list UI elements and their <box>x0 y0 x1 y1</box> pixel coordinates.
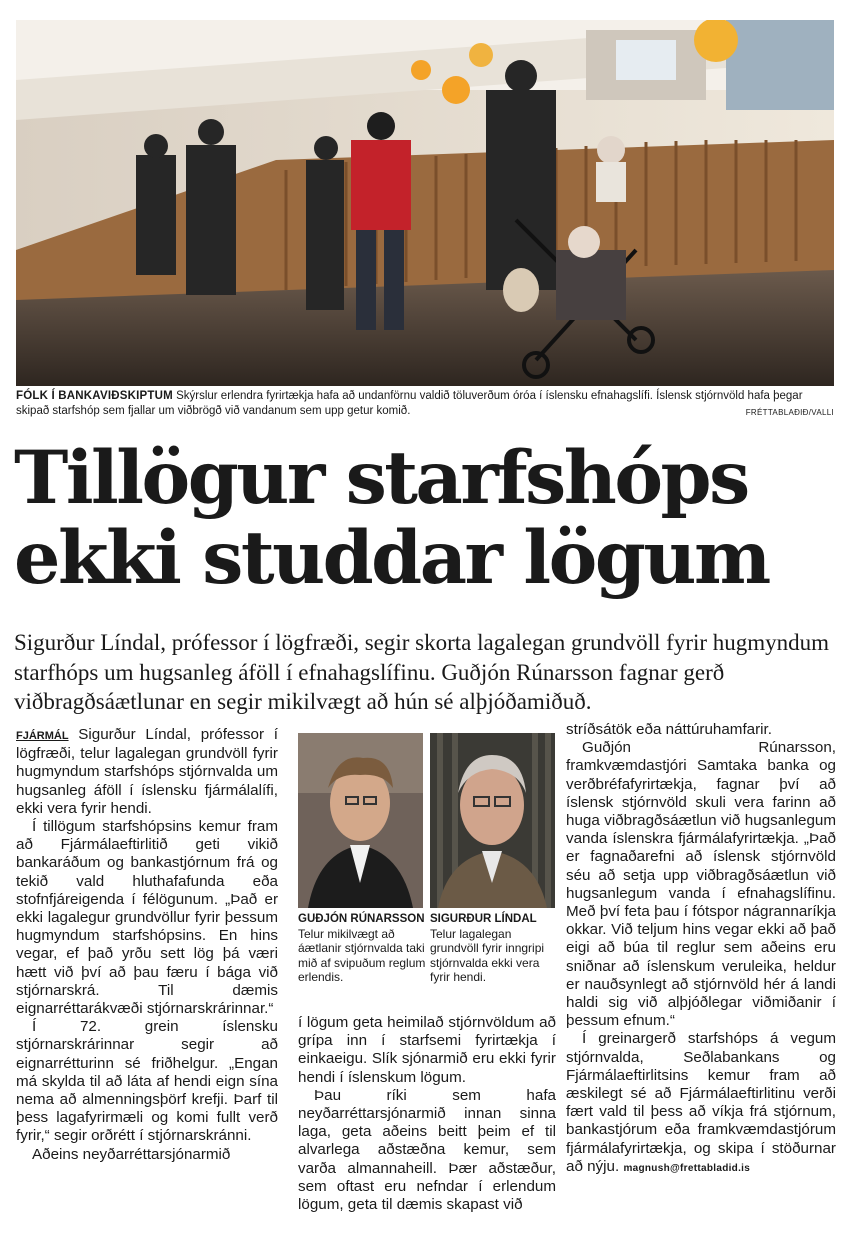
article-column-2 <box>298 1014 556 1214</box>
portrait-gudjon <box>298 733 423 908</box>
paragraph: Þau ríki sem hafa neyðarréttarsjónarmið innan sinna laga, geta aðeins beitt þeim ef til alvarlega aðstæðna kemur, sem varða almannaheill. Þær aðstæður, sem oftast eru nefndar í erlendum lögum, geta til dæmis skapast við <box>298 1086 556 1214</box>
caption-label: FÓLK Í BANKAVIÐSKIPTUM <box>16 390 173 402</box>
portrait-caption <box>430 912 558 985</box>
portrait-caption <box>298 912 426 985</box>
paragraph: í lögum geta heimilað stjórnvöldum að grípa inn í starfsemi fyrirtækja í einkaeigu. Slík sjónarmið eru ekki fyrir hendi í íslenskum lögum. <box>298 1014 556 1086</box>
article-column-3 <box>566 721 836 1178</box>
lead-paragraph: Sigurður Líndal, prófessor í lögfræði, segir skorta lagalegan grundvöll fyrir hugmyndum starfhóps um hugsanleg áföll í efnahagslífinu. Guðjón Rúnarsson fagnar gerð viðbragðsáætlunar en segir mikilvægt að hún sé alþjóðamiðuð. <box>14 630 830 714</box>
paragraph <box>16 726 278 818</box>
author-email: magnush@frettabladid.is <box>623 1162 751 1174</box>
paragraph: Í 72. grein íslensku stjórnarskrárinnar segir að eignarrétturinn sé friðhelgur. „Engan má skylda til að láta af hendi eign sína nema að almenningsþörf krefji. Þarf til þess lagafyrirmæli og komi fullt verð fyrir,“ segir orðrétt í stjórnarskránni. <box>16 1018 278 1145</box>
headline: Tillögur starfshóps ekki studdar lögum <box>14 435 769 601</box>
paragraph: Í tillögum starfshópsins kemur fram að Fjármálaeftirlitið geti vikið bankaráðum og bankastjórnum frá og tekið vald hluthafafunda eða stofnfjáreigenda í félögunum. „Það er ekki lagalegur grundvöllur fyrir þessum hugmyndum starfshópsins. En hins vegar, ef það yrðu sett lög þá væri hætt við því að þau færu í bága við stjórnarskrá. Til dæmis eignarréttarákvæði stjórnarskrárinnar.“ <box>16 818 278 1018</box>
paragraph <box>566 1030 836 1178</box>
portrait-sigurdur <box>430 733 555 908</box>
bank-scene-illustration <box>16 20 834 386</box>
portrait-name: GUÐJÓN RÚNARSSON <box>298 913 425 925</box>
paragraph: Aðeins neyðarréttarsjónarmið <box>32 1145 231 1163</box>
portrait-caption-text: Telur mikilvægt að áætlanir stjórnvalda taki mið af svipuðum reglum erlendis. <box>298 926 426 985</box>
article-column-1 <box>16 726 278 1164</box>
paragraph: stríðsátök eða náttúruhamfarir. <box>566 721 772 738</box>
photo-credit: FRÉTTABLAÐIÐ/VALLI <box>745 408 834 417</box>
section-kicker: FJÁRMÁL <box>16 730 69 742</box>
paragraph-text: Sigurður Líndal, prófessor í lögfræði, telur lagalegan grundvöll fyrir hugmyndum starfshóps stjórnvalda um hugsanleg áföll í íslensku fjármálalífi, ekki vera fyrir hendi. <box>16 726 278 817</box>
portrait-photo <box>298 733 423 908</box>
portrait-caption-text: Telur lagalegan grundvöll fyrir inngripi stjórnvalda ekki vera fyrir hendi. <box>430 926 545 985</box>
paragraph: Guðjón Rúnarsson, framkvæmdastjóri Samtaka banka og verðbréfafyrirtækja, fagnar því að íslensk stjórnvöld skuli vera farinn að huga viðbragðsáætlun við hugsanlegum vanda íslenskra fjármálafyrirtækja. „Það er fagnaðarefni að íslensk stjórnvöld séu að setja upp viðbragðsáætlun við hugsanlegum vanda í efnahagslífinu. Með því feta þau í fótspor nágrannaríkja okkar. Við teljum hins vegar ekki að það eigi að búa til reglur sem aðeins eru sniðnar að íslenskum veruleika, heldur er nauðsynlegt að stjórnvöld hér á landi haldi sig við alþjóðlegar viðmiðanir í þessum efnum.“ <box>566 739 836 1030</box>
paragraph-text: Í greinargerð starfshóps á vegum stjórnvalda, Seðlabankans og Fjármálaeftirlitsins kemur fram að æskilegt sé að Fjármálaeftirlitinu verði fært vald til þess að víkja frá stjórnum, bankastjórum eða framkvæmdastjórum fjármálafyrirtækja, og skipa í stöðurnar að nýju. <box>566 1030 836 1175</box>
caption-text: Skýrslur erlendra fyrirtækja hafa að undanförnu valdið töluverðum óróa í íslensku efnahagslífi. Íslensk stjórnvöld hafa þegar skipað starfshóp sem fjallar um viðbrögð við vandanum sem upp getur komið. <box>16 390 803 417</box>
portrait-photo <box>430 733 555 908</box>
bank-photo <box>16 20 834 386</box>
portrait-name: SIGURÐUR LÍNDAL <box>430 913 537 925</box>
photo-caption <box>16 389 834 419</box>
